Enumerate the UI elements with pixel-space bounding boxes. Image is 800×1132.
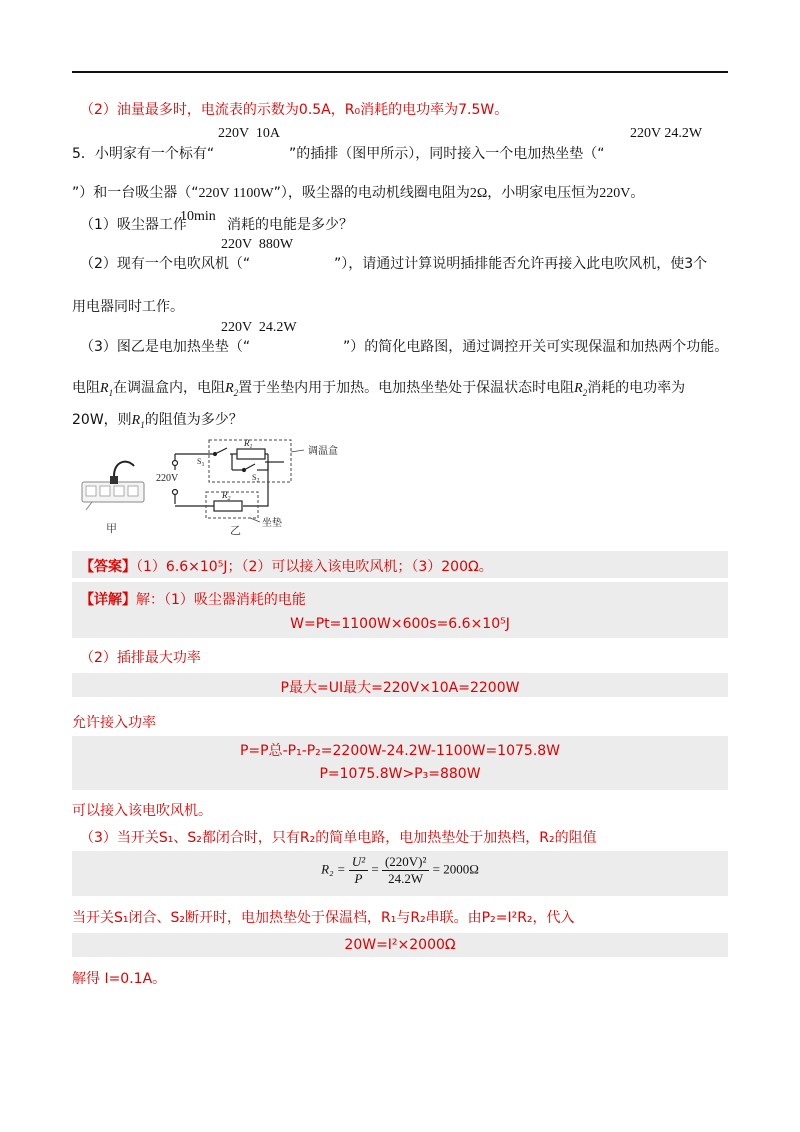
coil-resistance: 2Ω — [469, 186, 488, 201]
label-r2: $R_2$ — [222, 490, 231, 502]
q5-part3-f: 消耗的电功率为 — [587, 380, 686, 396]
r1-symbol-2: $R_1$ — [131, 413, 145, 430]
label-voltage: 220V — [156, 473, 179, 484]
q5-line2-c: ，小明家电压恒为 — [487, 185, 600, 201]
eq-r2-lhs: R₂ = — [321, 861, 346, 877]
supply-voltage: 220V — [599, 186, 631, 201]
detail-allowed-power: 允许接入功率 — [72, 715, 156, 731]
header-rule — [72, 71, 728, 73]
rating-pad: 220V 24.2W — [630, 126, 703, 141]
label-s1: $S_1$ — [197, 457, 205, 468]
q5-part1-time: 10min — [180, 209, 216, 224]
q5-part1-a: （1）吸尘器工作 — [80, 217, 187, 233]
equation-compare: P=1075.8W>P₃=880W — [319, 766, 481, 782]
q5-part3-c: 电阻 — [72, 380, 100, 396]
detail-part2-title: （2）插排最大功率 — [80, 650, 201, 666]
label-yi: 乙 — [230, 524, 241, 537]
detail-tag: 【详解】 — [80, 592, 136, 608]
answer-tag: 【答案】 — [80, 559, 136, 575]
q5-part3-d: 在调温盒内，电阻 — [113, 380, 226, 396]
label-thermostat-box: 调温盒 — [308, 446, 338, 457]
rating-pad-2: 220V 24.2W — [221, 320, 297, 335]
answer-text: （1）6.6×10⁵J；（2）可以接入该电吹风机；（3）200Ω。 — [136, 559, 493, 575]
q5-part2-a: （2）现有一个电吹风机（“ — [80, 256, 251, 272]
label-jia: 甲 — [106, 522, 117, 535]
equation-allowed-power: P=P总-P₁-P₂=2200W-24.2W-1100W=1075.8W — [239, 743, 561, 759]
q5-line1-a: 5．小明家有一个标有“ — [72, 146, 215, 162]
eq-fraction-2: $\frac{\text{(220V)²}}{24.2W}$ — [382, 854, 429, 887]
equation-r2: R₂ = $\frac{\text{U²}}{P}$ = $\frac{\text{(220V)²}}{24.2W}$ = 2000Ω — [321, 854, 479, 886]
power-strip-icon — [82, 462, 144, 510]
equation-energy: W=Pt=1100W×600s=6.6×10⁵J — [290, 616, 510, 632]
q5-part1-b: 消耗的电能是多少？ — [227, 217, 353, 233]
q5-line2-a: ”）和一台吸尘器（“ — [72, 185, 199, 201]
q5-line2-b: ”），吸尘器的电动机线圈电阻为 — [273, 185, 470, 201]
eq-r2-rhs: = 2000Ω — [432, 861, 479, 877]
q5-part3-e: 置于坐垫内用于加热。电加热坐垫处于保温状态时电阻 — [238, 380, 575, 396]
q5-part3-a: （3）图乙是电加热坐垫（“ — [80, 339, 251, 355]
eq-fraction-1: $\frac{\text{U²}}{P}$ — [349, 854, 368, 887]
r2-symbol: $R_2$ — [225, 381, 239, 398]
detail-conclusion: 可以接入该电吹风机。 — [72, 803, 212, 819]
q5-part3-h: 的阻值为多少？ — [144, 412, 243, 428]
q5-part3-g: 20W，则 — [72, 412, 132, 428]
detail-part3-b: 当开关S₁闭合、S₂断开时，电加热垫处于保温档，R₁与R₂串联。由P₂=I²R₂，代入 — [72, 910, 575, 926]
q5-part2-b: ”），请通过计算说明插排能否允许再接入此电吹风机，使3个 — [334, 256, 708, 272]
label-r1: $R_1$ — [244, 438, 253, 450]
equation-current: 20W=I²×2000Ω — [344, 937, 456, 953]
q5-part2-c: 用电器同时工作。 — [72, 299, 184, 315]
detail-part3-a: （3）当开关S₁、S₂都闭合时，只有R₂的简单电路，电加热垫处于加热档，R₂的阻值 — [80, 830, 597, 846]
detail-result: 解得 I=0.1A。 — [72, 971, 167, 987]
circuit-figure — [72, 436, 372, 544]
q5-part3-b: ”）的简化电路图，通过调控开关可实现保温和加热两个功能。 — [343, 339, 729, 355]
q5-line1-b: ”的插排（图甲所示），同时接入一个电加热坐垫（“ — [289, 146, 605, 162]
rating-vacuum: 220V 1100W — [198, 186, 274, 201]
rating-strip: 220V 10A — [218, 126, 280, 141]
label-s2: $S_2$ — [252, 473, 260, 484]
r1-symbol: $R_1$ — [100, 381, 114, 398]
detail-intro: 解：（1）吸尘器消耗的电能 — [136, 592, 306, 608]
q5-line2-d: 。 — [630, 185, 645, 201]
q4-part2-answer: （2）油量最多时，电流表的示数为0.5A，R₀消耗的电功率为7.5W。 — [80, 102, 509, 118]
label-seat-pad: 坐垫 — [262, 518, 282, 529]
equation-max-power: P最大=UI最大=220V×10A=2200W — [280, 680, 520, 696]
rating-hairdryer: 220V 880W — [221, 237, 294, 252]
r2-symbol-2: $R_2$ — [574, 381, 588, 398]
